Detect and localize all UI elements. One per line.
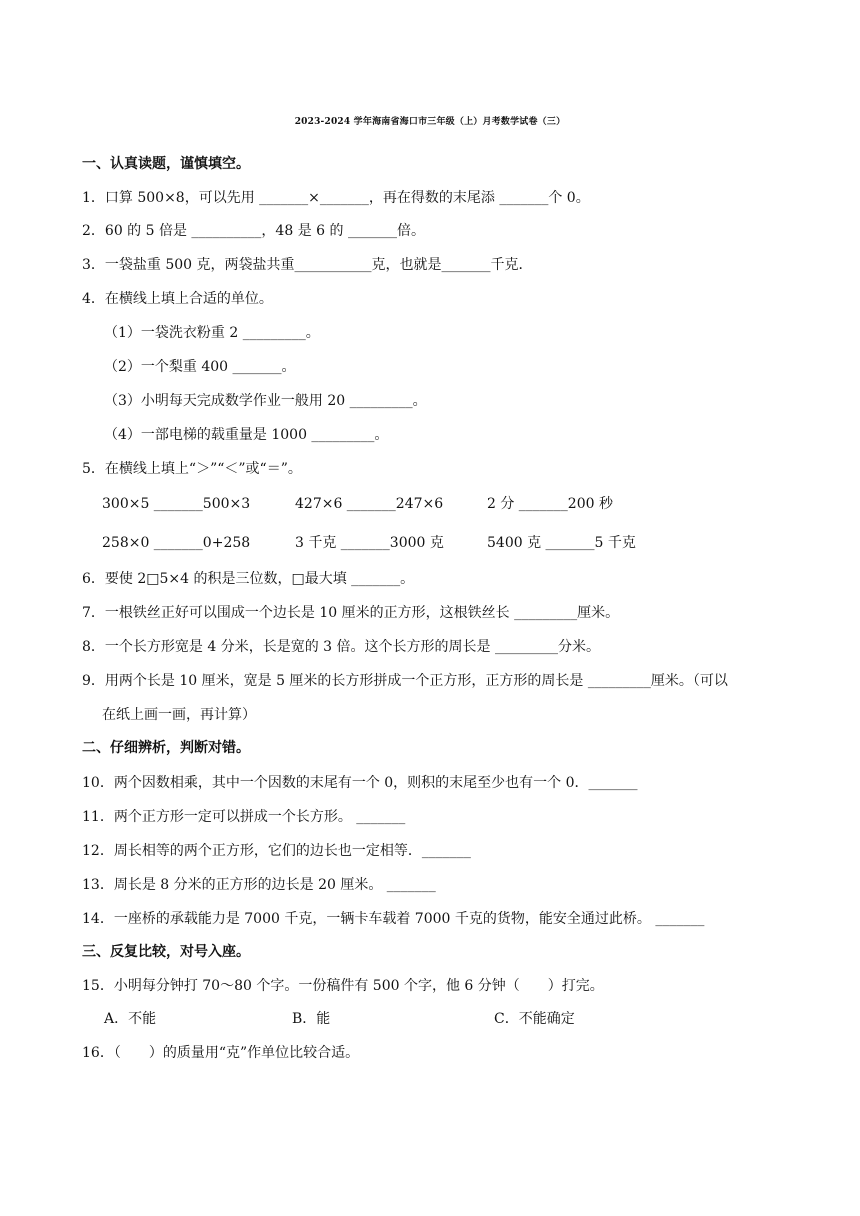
question-11: 11．两个正方形一定可以拼成一个长方形。 _______ [82,809,406,825]
question-15-option-a: A．不能 [104,1011,157,1027]
question-9-continued: 在纸上画一画，再计算） [102,707,256,723]
question-8: 8．一个长方形宽是 4 分米，长是宽的 3 倍。这个长方形的周长是 _________分米。 [82,639,600,655]
question-9: 9．用两个长是 10 厘米，宽是 5 厘米的长方形拼成一个正方形，正方形的周长是 _________厘米。（可以 [82,673,728,689]
section-heading-fill-in: 一、认真读题，谨慎填空。 [82,156,250,172]
question-4-part-1: （1）一袋洗衣粉重 2 _________。 [104,325,320,341]
question-16: 16．（ ）的质量用“克”作单位比较合适。 [82,1045,360,1061]
question-6: 6．要使 2□5×4 的积是三位数，□最大填 _______。 [82,571,415,587]
question-5-compare-item: 258×0 _______0+258 [102,535,251,551]
question-10: 10．两个因数相乘，其中一个因数的末尾有一个 0，则积的末尾至少也有一个 0．_______ [82,775,638,791]
question-15-option-c: C．不能确定 [494,1011,575,1027]
question-5-compare-item: 300×5 _______500×3 [102,496,251,512]
question-15-option-b: B．能 [292,1011,331,1027]
question-5-compare-item: 5400 克 _______5 千克 [487,535,636,551]
question-4-part-2: （2）一个梨重 400 _______。 [104,359,296,375]
question-5-compare-item: 3 千克 _______3000 克 [295,535,444,551]
exam-title: 2023-2024 学年海南省海口市三年级（上）月考数学试卷（三） [294,117,566,127]
question-12: 12．周长相等的两个正方形，它们的边长也一定相等．_______ [82,843,471,859]
question-15: 15．小明每分钟打 70～80 个字。一份稿件有 500 个字，他 6 分钟（ ）打完。 [82,978,604,994]
question-5: 5．在横线上填上“＞”“＜”或“＝”。 [82,461,302,477]
section-heading-multiple-choice: 三、反复比较，对号入座。 [82,944,250,960]
question-4-part-3: （3）小明每天完成数学作业一般用 20 _________。 [104,393,427,409]
question-4: 4．在横线上填上合适的单位。 [82,291,273,307]
question-14: 14．一座桥的承载能力是 7000 千克，一辆卡车载着 7000 千克的货物，能安全通过此桥。 _______ [82,911,705,927]
question-5-compare-item: 2 分 _______200 秒 [487,496,613,512]
question-2: 2．60 的 5 倍是 __________，48 是 6 的 _______倍。 [82,223,425,239]
question-5-compare-item: 427×6 _______247×6 [295,496,444,512]
question-7: 7．一根铁丝正好可以围成一个边长是 10 厘米的正方形，这根铁丝长 _________厘米。 [82,605,620,621]
question-13: 13．周长是 8 分米的正方形的边长是 20 厘米。 _______ [82,877,436,893]
question-3: 3．一袋盐重 500 克，两袋盐共重___________克，也就是_______千克． [82,257,533,273]
section-heading-true-false: 二、仔细辨析，判断对错。 [82,740,250,756]
question-1: 1．口算 500×8，可以先用 _______×_______，再在得数的末尾添 _______个 0。 [82,190,590,206]
question-4-part-4: （4）一部电梯的载重量是 1000 _________。 [104,427,389,443]
